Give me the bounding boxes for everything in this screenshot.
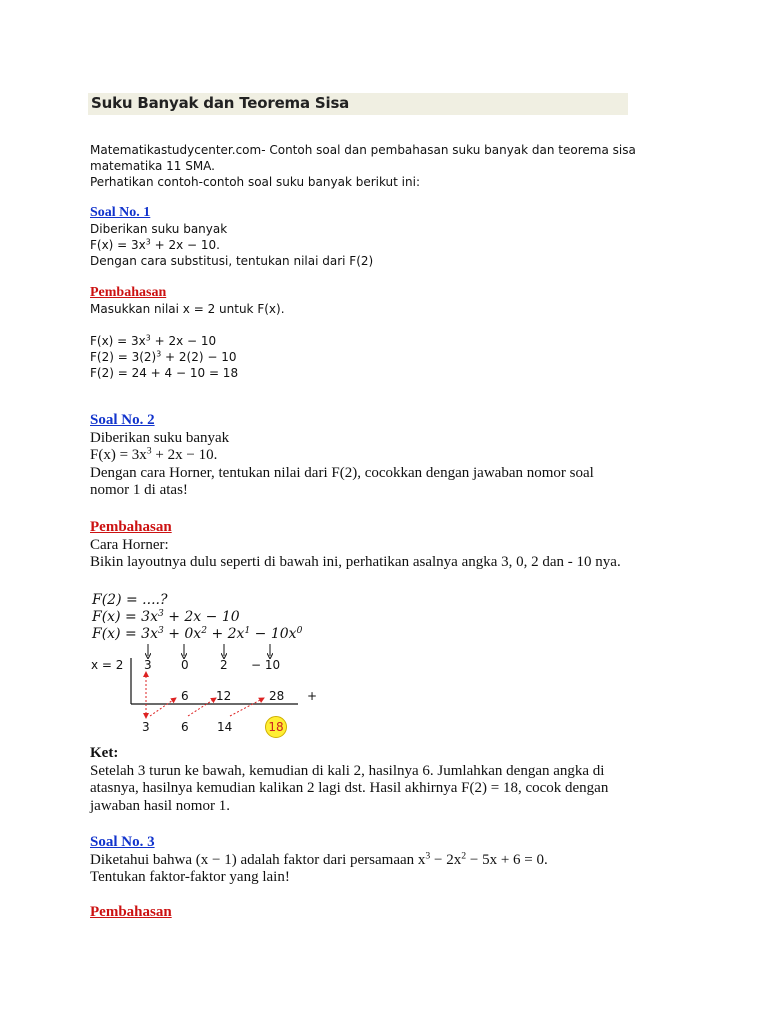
soal-2-pembahasan bbox=[90, 519, 621, 572]
soal-1-eq-2: $F(2) = 3(2)^3 + 2(2) - 10$ bbox=[90, 349, 237, 364]
horner-math-2: $F(x) = 3x^3 + 2x - 10$ bbox=[92, 609, 240, 625]
soal-2-line-4: nomor 1 di atas! bbox=[90, 482, 188, 498]
red-arrow-diag-2 bbox=[188, 698, 216, 716]
soal-2-line-2: $F(x) = 3x^3 + 2x - 10$. bbox=[90, 445, 218, 463]
red-arrow-diag-3 bbox=[230, 698, 264, 716]
soal-1-eq-3: F(2) = 24 + 4 − 10 = 18 bbox=[90, 366, 239, 380]
horner-math-3: $F(x) = 3x^3 + 0x^2 + 2x^1 - 10x^0$ bbox=[92, 626, 303, 642]
soal-2-heading-link[interactable]: Soal No. 2 bbox=[90, 412, 155, 428]
soal-2-pembahasan-heading: Pembahasan bbox=[90, 519, 172, 535]
soal-3-line-1: Diketahui bahwa (x − 1) adalah faktor dari persamaan $x^3 - 2x^2 - 5x + 6 = 0$. bbox=[90, 850, 548, 868]
red-arrow-diag-1 bbox=[150, 698, 176, 716]
ket-line-1: Setelah 3 turun ke bawah, kemudian di kali 2, hasilnya 6. Jumlahkan dengan angka di bbox=[90, 762, 605, 779]
soal-3-heading-link[interactable]: Soal No. 3 bbox=[90, 834, 155, 850]
horner-coef-1: 3 bbox=[144, 658, 152, 672]
horner-result-1: 3 bbox=[142, 720, 150, 734]
soal-1-line-3: Dengan cara substitusi, tentukan nilai dari F(2) bbox=[90, 254, 374, 268]
horner-coef-2: 0 bbox=[181, 658, 189, 672]
horner-mult-3: 28 bbox=[269, 689, 285, 703]
horner-coef-3: 2 bbox=[220, 658, 228, 672]
horner-mult-2: 12 bbox=[216, 689, 232, 703]
soal-1-eq-1: $F(x) = 3x^3 + 2x - 10$ bbox=[90, 333, 217, 348]
soal-2-pembahasan-line-2: Bikin layoutnya dulu seperti di bawah ini, perhatikan asalnya angka 3, 0, 2 dan - 10 nya. bbox=[90, 554, 621, 570]
soal-1 bbox=[90, 205, 373, 269]
horner-result-3: 14 bbox=[217, 720, 233, 734]
soal-3 bbox=[90, 834, 548, 922]
soal-2 bbox=[90, 412, 594, 500]
soal-1-pembahasan bbox=[90, 285, 285, 381]
soal-1-pembahasan-heading: Pembahasan bbox=[90, 285, 167, 300]
intro-line-2: matematika 11 SMA. bbox=[90, 159, 215, 173]
horner-diagram bbox=[88, 590, 348, 740]
horner-result-2: 6 bbox=[181, 720, 189, 734]
horner-coef-4: − 10 bbox=[251, 658, 281, 672]
horner-result-final-highlight: 18 bbox=[265, 716, 287, 738]
soal-1-pembahasan-line-1: Masukkan nilai x = 2 untuk F(x). bbox=[90, 302, 285, 316]
soal-1-heading-link[interactable]: Soal No. 1 bbox=[90, 205, 151, 220]
soal-2-pembahasan-line-1: Cara Horner: bbox=[90, 536, 169, 553]
soal-3-line-2: Tentukan faktor-faktor yang lain! bbox=[90, 869, 290, 885]
ket-line-3: jawaban hasil nomor 1. bbox=[90, 797, 230, 814]
intro-line-3: Perhatikan contoh-contoh soal suku banyak berikut ini: bbox=[90, 175, 420, 189]
horner-plus: + bbox=[307, 689, 318, 703]
page-title: Suku Banyak dan Teorema Sisa bbox=[91, 94, 350, 112]
soal-1-line-1: Diberikan suku banyak bbox=[90, 222, 228, 236]
soal-1-line-2: $F(x) = 3x^3 + 2x - 10$. bbox=[90, 237, 220, 252]
horner-math-1: F(2) = ....? bbox=[92, 592, 168, 608]
ket-line-2: atasnya, hasilnya kemudian kalikan 2 lagi dst. Hasil akhirnya F(2) = 18, cocok dengan bbox=[90, 780, 609, 796]
intro bbox=[90, 142, 636, 190]
soal-2-line-1: Diberikan suku banyak bbox=[90, 429, 230, 446]
soal-3-pembahasan-heading: Pembahasan bbox=[90, 904, 172, 920]
horner-lines bbox=[88, 590, 348, 740]
soal-2-line-3: Dengan cara Horner, tentukan nilai dari F(2), cocokkan dengan jawaban nomor soal bbox=[90, 464, 594, 481]
horner-mult-1: 6 bbox=[181, 689, 189, 703]
ket bbox=[90, 745, 608, 815]
intro-line-1: Matematikastudycenter.com- Contoh soal dan pembahasan suku banyak dan teorema sisa bbox=[90, 143, 636, 157]
horner-x-label: x = 2 bbox=[91, 658, 124, 672]
ket-heading: Ket: bbox=[90, 745, 119, 761]
